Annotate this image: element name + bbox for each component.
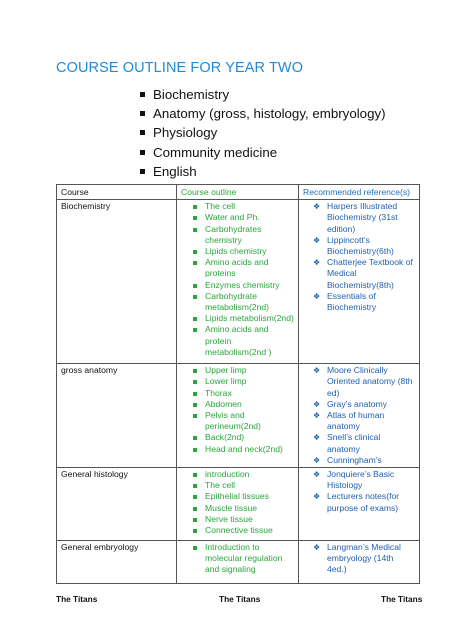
diamond-bullet-icon: ❖ <box>313 202 321 212</box>
references-cell <box>299 200 420 364</box>
diamond-bullet-icon: ❖ <box>313 411 321 421</box>
references-cell <box>299 468 420 541</box>
outline-topic: Muscle tissue <box>181 503 294 514</box>
footer-center: The Titans <box>219 594 261 604</box>
outline-topic: Enzymes chemistry <box>181 280 294 291</box>
outline-topic: Amino acids and protein metabolism(2nd ) <box>181 324 294 358</box>
course-name: General histology <box>57 468 177 541</box>
diamond-bullet-icon: ❖ <box>313 258 321 268</box>
reference-text: Cunningham’s <box>327 454 382 465</box>
table-row <box>57 364 420 468</box>
course-outline-table <box>56 184 420 584</box>
reference-text: Chatterjee Textbook of Medical Biochemistry(8th) <box>327 257 413 290</box>
page-title: COURSE OUTLINE FOR YEAR TWO <box>56 60 304 76</box>
column-header-outline: Course outline <box>177 185 299 200</box>
reference-text: Lippincott’s Biochemistry(6th) <box>327 234 394 257</box>
footer-left: The Titans <box>56 594 98 604</box>
subject-item: Biochemistry <box>140 85 386 104</box>
outline-topic: Thorax <box>181 388 294 399</box>
outline-topic: Introduction to molecular regulation and signaling <box>181 542 294 576</box>
reference-item <box>303 491 415 513</box>
outline-topic: Connective tissue <box>181 525 294 536</box>
diamond-bullet-icon: ❖ <box>313 455 321 465</box>
subject-item: English <box>140 162 386 181</box>
outline-topic: Lower limp <box>181 376 294 387</box>
reference-text: Atlas of human anatomy <box>327 410 385 432</box>
diamond-bullet-icon: ❖ <box>313 399 321 409</box>
reference-text: Essentials of Biochemistry <box>327 290 377 313</box>
reference-item <box>303 235 415 257</box>
diamond-bullet-icon: ❖ <box>313 366 321 376</box>
outline-topic: Amino acids and proteins <box>181 257 294 279</box>
diamond-bullet-icon: ❖ <box>313 433 321 443</box>
reference-text: Harpers Illustrated Biochemistry (31st edition) <box>327 201 398 234</box>
reference-item <box>303 455 415 466</box>
reference-text: Jonquiere’s Basic Histology <box>327 469 395 491</box>
outline-topic: Back(2nd) <box>181 432 294 443</box>
references-cell <box>299 364 420 468</box>
table-row <box>57 468 420 541</box>
diamond-bullet-icon: ❖ <box>313 543 321 553</box>
course-outline-cell <box>177 200 299 364</box>
table-header-row <box>57 185 420 200</box>
outline-topic: Carbohydrate metabolism(2nd) <box>181 291 294 313</box>
diamond-bullet-icon: ❖ <box>313 470 321 480</box>
reference-item <box>303 410 415 432</box>
outline-topic: Upper limp <box>181 365 294 376</box>
references-cell <box>299 541 420 584</box>
outline-topic: Head and neck(2nd) <box>181 444 294 455</box>
reference-text: Gray’s anatomy <box>327 398 388 409</box>
outline-topic: The cell <box>181 201 294 212</box>
outline-topic: Epithelial tissues <box>181 491 294 502</box>
footer-right: The Titans <box>381 594 423 604</box>
reference-text: Snell’s clinical anatomy <box>327 432 381 454</box>
outline-topic: introduction <box>181 469 294 480</box>
diamond-bullet-icon: ❖ <box>313 235 321 245</box>
diamond-bullet-icon: ❖ <box>313 291 321 301</box>
outline-topic: Nerve tissue <box>181 514 294 525</box>
diamond-bullet-icon: ❖ <box>313 492 321 502</box>
reference-item <box>303 542 415 576</box>
reference-item <box>303 291 415 313</box>
reference-item <box>303 257 415 291</box>
table-row <box>57 200 420 364</box>
reference-item <box>303 432 415 454</box>
course-outline-cell <box>177 468 299 541</box>
subject-item: Community medicine <box>140 143 386 162</box>
reference-item <box>303 469 415 491</box>
course-outline-cell <box>177 364 299 468</box>
course-name: General embryology <box>57 541 177 584</box>
reference-text: Moore Clinically Oriented anatomy (8th ed) <box>327 365 413 398</box>
outline-topic: Abdomen <box>181 399 294 410</box>
outline-topic: Carbohydrates chemistry <box>181 224 294 246</box>
reference-item <box>303 201 415 235</box>
subject-item: Physiology <box>140 123 386 142</box>
subject-list <box>140 85 386 181</box>
column-header-course: Course <box>57 185 177 200</box>
course-name: gross anatomy <box>57 364 177 468</box>
outline-topic: Lipids chemistry <box>181 246 294 257</box>
table-row <box>57 541 420 584</box>
course-name: Biochemistry <box>57 200 177 364</box>
reference-item <box>303 365 415 399</box>
outline-topic: Water and Ph. <box>181 212 294 223</box>
reference-text: Lecturers notes(for purpose of exams) <box>327 491 400 513</box>
reference-item <box>303 399 415 410</box>
outline-topic: Pelvis and perineum(2nd) <box>181 410 294 432</box>
outline-topic: The cell <box>181 480 294 491</box>
column-header-references: Recommended reference(s) <box>299 185 420 200</box>
outline-topic: Lipids metabolism(2nd) <box>181 313 294 324</box>
course-outline-cell <box>177 541 299 584</box>
reference-text: Langman’s Medical embryology (14th 4ed.) <box>327 542 401 575</box>
subject-item: Anatomy (gross, histology, embryology) <box>140 104 386 123</box>
